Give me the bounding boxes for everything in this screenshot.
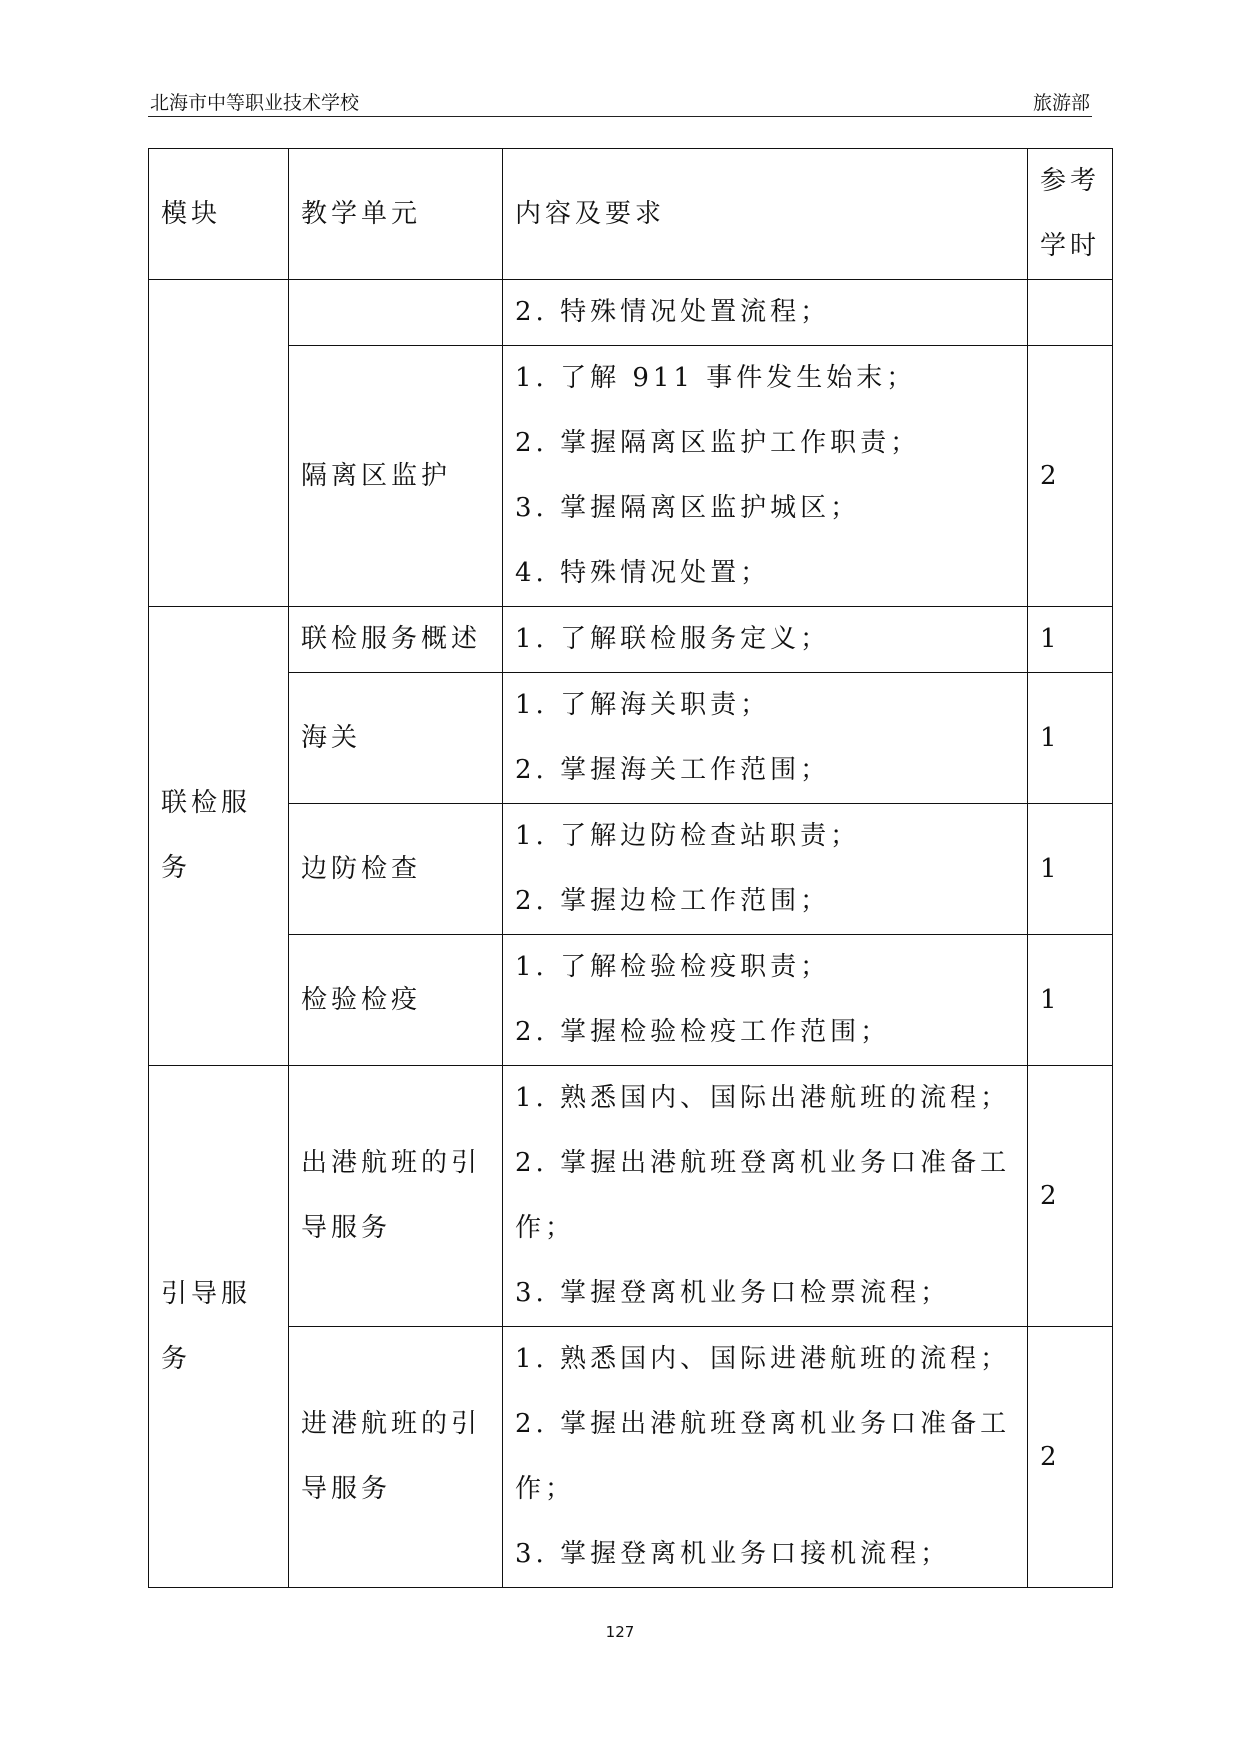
content-line: 1. 熟悉国内、国际进港航班的流程； xyxy=(515,1344,1011,1374)
content-line: 2. 掌握检验检疫工作范围； xyxy=(515,1017,891,1047)
hours-cell: 2 xyxy=(1028,1327,1113,1588)
column-header-module: 模块 xyxy=(149,149,289,280)
module-cell: 联检服务 xyxy=(149,607,289,1066)
hours-cell: 1 xyxy=(1028,607,1113,673)
column-header-unit: 教学单元 xyxy=(289,149,503,280)
table-row xyxy=(149,935,1113,1066)
content-cell xyxy=(503,673,1028,804)
table-row xyxy=(149,1066,1113,1327)
unit-cell: 隔离区监护 xyxy=(289,346,503,607)
column-header-content: 内容及要求 xyxy=(503,149,1028,280)
table-row xyxy=(149,673,1113,804)
table-row xyxy=(149,280,1113,346)
curriculum-table xyxy=(148,148,1113,1588)
table-row xyxy=(149,346,1113,607)
content-line: 3. 掌握登离机业务口检票流程； xyxy=(515,1278,951,1308)
content-line: 1. 了解边防检查站职责； xyxy=(515,821,861,851)
module-cell-continued xyxy=(149,280,289,607)
unit-cell-continued xyxy=(289,280,503,346)
content-cell xyxy=(503,280,1028,346)
content-line: 1. 熟悉国内、国际出港航班的流程； xyxy=(515,1083,1011,1113)
content-line: 1. 了解海关职责； xyxy=(515,690,771,720)
hours-cell: 1 xyxy=(1028,804,1113,935)
hours-header-line-2: 学时 xyxy=(1040,231,1101,261)
unit-line: 导服务 xyxy=(301,1474,392,1504)
content-line: 3. 掌握隔离区监护城区； xyxy=(515,493,861,523)
content-cell xyxy=(503,346,1028,607)
unit-line: 出港航班的引 xyxy=(301,1148,482,1178)
table-header-row xyxy=(149,149,1113,280)
hours-cell: 1 xyxy=(1028,935,1113,1066)
content-line: 作； xyxy=(515,1213,576,1243)
content-line: 3. 掌握登离机业务口接机流程； xyxy=(515,1539,951,1569)
table-row xyxy=(149,1327,1113,1588)
content-line: 2. 掌握隔离区监护工作职责； xyxy=(515,428,921,458)
school-name: 北海市中等职业技术学校 xyxy=(150,92,360,114)
content-line: 2. 掌握出港航班登离机业务口准备工 xyxy=(515,1148,1011,1178)
content-line: 4. 特殊情况处置； xyxy=(515,558,771,588)
content-cell xyxy=(503,1066,1028,1327)
column-header-hours xyxy=(1028,149,1113,280)
module-cell: 引导服务 xyxy=(149,1066,289,1588)
table-row xyxy=(149,804,1113,935)
hours-header-line-1: 参考 xyxy=(1040,166,1101,196)
content-line: 作； xyxy=(515,1474,576,1504)
hours-cell-continued xyxy=(1028,280,1113,346)
content-cell xyxy=(503,804,1028,935)
content-line: 2. 掌握出港航班登离机业务口准备工 xyxy=(515,1409,1011,1439)
hours-cell: 2 xyxy=(1028,346,1113,607)
unit-cell: 联检服务概述 xyxy=(289,607,503,673)
content-cell xyxy=(503,1327,1028,1588)
unit-cell: 边防检查 xyxy=(289,804,503,935)
unit-cell xyxy=(289,1327,503,1588)
unit-cell xyxy=(289,1066,503,1327)
content-line: 2. 掌握海关工作范围； xyxy=(515,755,831,785)
page-number: 127 xyxy=(605,1623,635,1641)
unit-line: 进港航班的引 xyxy=(301,1409,482,1439)
content-line: 2. 特殊情况处置流程； xyxy=(515,297,831,327)
table-row xyxy=(149,607,1113,673)
unit-line: 导服务 xyxy=(301,1213,392,1243)
content-cell xyxy=(503,935,1028,1066)
content-line: 1. 了解联检服务定义； xyxy=(515,624,831,654)
page-header xyxy=(148,86,1092,117)
hours-cell: 1 xyxy=(1028,673,1113,804)
hours-cell: 2 xyxy=(1028,1066,1113,1327)
content-line: 1. 了解检验检疫职责； xyxy=(515,952,831,982)
department-name: 旅游部 xyxy=(1032,92,1090,114)
unit-cell: 海关 xyxy=(289,673,503,804)
content-line: 2. 掌握边检工作范围； xyxy=(515,886,831,916)
content-cell xyxy=(503,607,1028,673)
unit-cell: 检验检疫 xyxy=(289,935,503,1066)
content-line: 1. 了解 911 事件发生始末； xyxy=(515,363,917,393)
